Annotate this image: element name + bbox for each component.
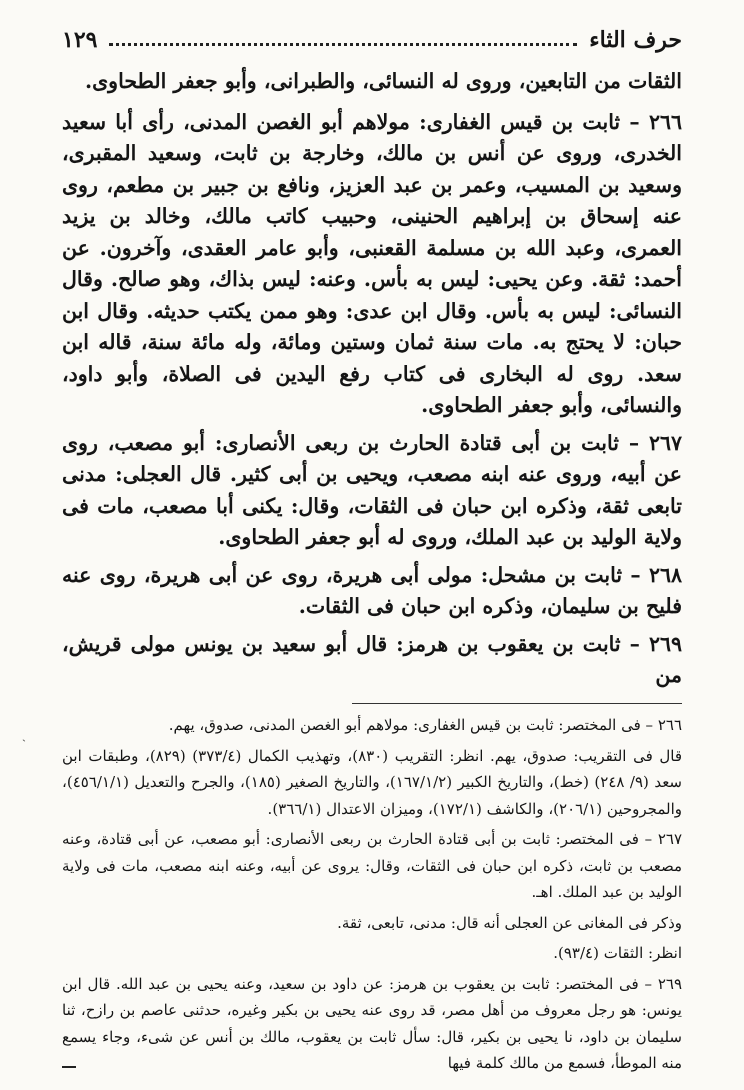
chapter-title: حرف الثاء	[589, 27, 682, 53]
entry-number: ٢٦٧ –	[628, 430, 682, 455]
entry-number: ٢٦٩ –	[629, 631, 682, 656]
entry-number: ٢٦٦ –	[629, 109, 682, 134]
footnote-separator	[352, 703, 682, 704]
footnote-line: قال فى التقريب: صدوق، يهم. انظر: التقريب (٨٣٠)، وتهذيب الكمال (٣٧٣/٤) (٨٢٩)، وطبقات ابن سعد (٩/ ٢٤٨) (خط)، والتاريخ الكبير (١٦٧/١/٢)، والتاريخ الصغير (١٨٥)، والجرح والتعديل (٤٥٦/١/١)، والمجروحين (٢٠٦/١)، والكاشف (١٧٢/١)، وميزان الاعتدال (٣٦٦/١).	[62, 746, 682, 818]
footnote-line: ٢٦٧ – فى المختصر: ثابت بن أبى قتادة الحارث بن ربعى الأنصارى: أبو مصعب، عن أبى قتادة، وعنه مصعب بن ثابت، ذكره ابن حبان فى الثقات، وقال: يروى عن أبيه، وعنه ابنه مصعب، مات فى ولاية الوليد بن عبد الملك. اهـ.	[62, 830, 682, 901]
page-end-mark	[62, 1066, 76, 1068]
entry-text: ثابت بن مشحل: مولى أبى هريرة، روى عن أبى هريرة، روى عنه فليح بن سليمان، وذكره ابن حبان فى الثقات.	[62, 562, 682, 618]
running-header	[62, 22, 682, 58]
continuation-paragraph: الثقات من التابعين، وروى له النسائى، والطبرانى، وأبو جعفر الطحاوى.	[84, 69, 682, 93]
entry-text: ثابت بن يعقوب بن هرمز: قال أبو سعيد بن يونس مولى قريش، من	[62, 631, 682, 687]
entry-paragraph	[62, 428, 682, 554]
entry-paragraph	[62, 560, 682, 623]
margin-tick: ˏ	[22, 728, 26, 742]
header-dot-leader	[109, 43, 577, 46]
entry-paragraph	[62, 629, 682, 692]
entry-text: ثابت بن أبى قتادة الحارث بن ربعى الأنصارى: أبو مصعب، روى عن أبيه، وروى عنه ابنه مصعب، ويحيى بن أبى كثير. قال العجلى: مدنى تابعى ثقة، وذكره ابن حبان فى الثقات، وقال: يكنى أبا مصعب، مات فى ولاية الوليد بن عبد الملك، وروى له أبو جعفر الطحاوى.	[62, 430, 682, 549]
entry-paragraph	[62, 107, 682, 422]
footnote-line: ٢٦٩ – فى المختصر: ثابت بن يعقوب بن هرمز: عن داود بن سعيد، وعنه يحيى بن عبد الله. قال ابن يونس: هو رجل معروف من أهل مصر، قد روى عنه يحيى بن بكير وغيره، حدثنى عاصم بن رازح، ثنا سليمان بن داود، نا يحيى بن بكير، قال: سأل ثابت بن يعقوب، مالك بن أنس عن شىء، وجاء يسمع منه الموطأ، فسمع من مالك كلمة فيها	[62, 974, 682, 1072]
footnote-line: وذكر فى المغانى عن العجلى أنه قال: مدنى، تابعى، ثقة.	[337, 913, 682, 932]
entry-number: ٢٦٨ –	[630, 562, 682, 587]
footnote-line: انظر: الثقات (٩٣/٤).	[553, 944, 682, 962]
footnotes	[62, 712, 682, 1081]
entry-text: ثابت بن قيس الغفارى: مولاهم أبو الغصن المدنى، رأى أبا سعيد الخدرى، وروى عن أنس بن مالك، وخارجة بن ثابت، وسعيد المقبرى، وسعيد بن المسيب، وعمر بن عبد العزيز، ونافع بن جبير بن مطعم، روى عنه إسحاق بن إبراهيم الحنينى، وحبيب كاتب مالك، وخالد بن يزيد العمرى، وعبد الله بن مسلمة القعنبى، وأبو عامر العقدى، وآخرون. عن أحمد: ثقة. وعن يحيى: ليس به بأس. وعنه: ليس بذاك، وهو صالح. وقال النسائى: ليس به بأس. وقال ابن عدى: وهو ممن يكتب حديثه. وقال ابن حبان: لا يحتج به. مات سنة ثمان وستين ومائة، وله مائة سنة، قاله ابن سعد. روى له البخارى فى كتاب رفع اليدين فى الصلاة، وأبو داود، والنسائى، وأبو جعفر الطحاوى.	[62, 109, 682, 417]
footnote-line: ٢٦٦ – فى المختصر: ثابت بن قيس الغفارى: مولاهم أبو الغصن المدنى، صدوق، يهم.	[168, 716, 682, 734]
main-text	[62, 66, 682, 698]
page-number: ١٢٩	[62, 27, 98, 53]
